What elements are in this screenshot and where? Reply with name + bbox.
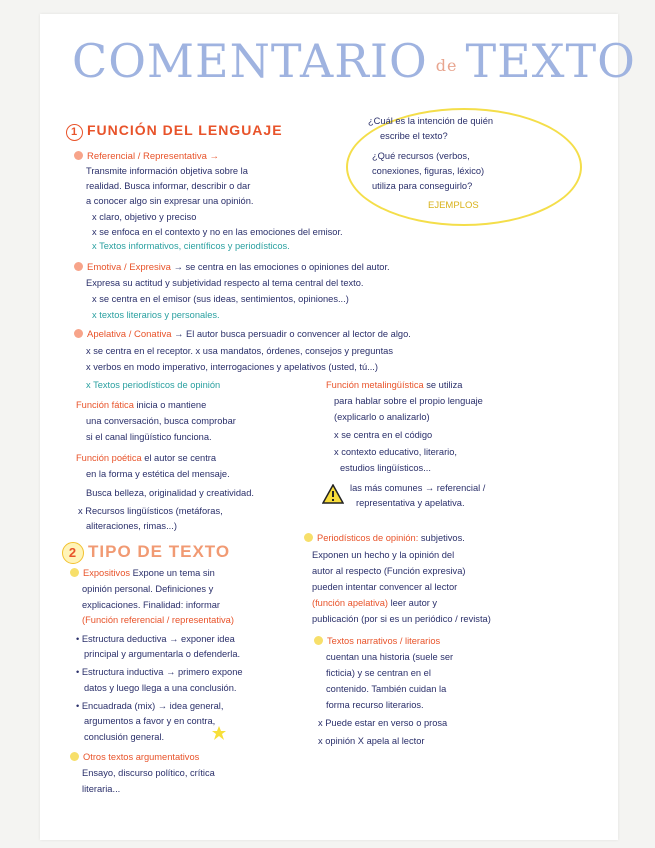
title-de: de: [435, 55, 458, 75]
fat-l1: inicia o mantiene: [136, 400, 207, 410]
exp-b1: • Estructura deductiva → exponer idea: [76, 634, 235, 644]
arg-l1: Ensayo, discurso político, crítica: [82, 768, 215, 778]
dot-icon: [70, 568, 79, 577]
section-1-number: 1: [66, 124, 83, 141]
poe-label: Función poética: [76, 453, 142, 463]
exp-line: [70, 568, 215, 578]
emo-b2: x textos literarios y personales.: [92, 310, 220, 320]
section-2-number: 2: [62, 542, 84, 564]
met-label: Función metalingüística: [326, 380, 424, 390]
ref-b3: x Textos informativos, científicos y periodísticos.: [92, 241, 290, 251]
arg-line: [70, 752, 199, 762]
fat-l2: una conversación, busca comprobar: [86, 416, 236, 426]
met-l4: x se centra en el código: [334, 430, 433, 440]
nar-l2: ficticia) y se centran en el: [326, 668, 431, 678]
exp-label: Expositivos: [83, 568, 131, 578]
nar-line: [314, 636, 440, 646]
ref-b1: x claro, objetivo y preciso: [92, 212, 197, 222]
per-l1: Exponen un hecho y la opinión del: [312, 550, 455, 560]
ape-label-text: Apelativa / Conativa: [87, 329, 172, 340]
exp-l1: Expone un tema sin: [132, 568, 215, 578]
dot-icon: [74, 151, 83, 160]
section-2-heading: [62, 542, 230, 564]
fat-line: [76, 400, 206, 410]
title-word: TEXTO: [465, 34, 636, 88]
section-1-title: FUNCIÓN DEL LENGUAJE: [87, 122, 283, 138]
ref-b2: x se enfoca en el contexto y no en las emociones del emisor.: [92, 227, 343, 237]
bubble-examples: EJEMPLOS: [428, 200, 479, 211]
arg-l2: literaria...: [82, 784, 121, 794]
nar-label: Textos narrativos / literarios: [327, 636, 441, 646]
ref-label: [74, 151, 219, 162]
per-l4b: leer autor y: [390, 598, 438, 608]
poe-line: [76, 453, 216, 463]
nar-b2: x opinión X apela al lector: [318, 736, 425, 746]
poe-l5: aliteraciones, rimas...): [86, 521, 177, 531]
per-l4-line: [312, 598, 437, 608]
nar-l3: contenido. También cuidan la: [326, 684, 447, 694]
page-title: [72, 34, 636, 88]
emo-b1: x se centra en el emisor (sus ideas, sentimientos, opiniones...): [92, 294, 349, 304]
ref-l1: Transmite información objetiva sobre la: [86, 166, 248, 176]
poe-l1: el autor se centra: [144, 453, 217, 463]
ref-l2: realidad. Busca informar, describir o dar: [86, 181, 251, 191]
met-l1: se utiliza: [426, 380, 463, 390]
ape-l1: → El autor busca persuadir o convencer al lector de algo.: [174, 329, 411, 339]
emo-l2: Expresa su actitud y subjetividad respecto al tema central del texto.: [86, 278, 364, 288]
exp-l4: (Función referencial / representativa): [82, 615, 234, 625]
warn-l1: las más comunes → referencial /: [350, 483, 486, 493]
exp-b3: • Encuadrada (mix) → idea general,: [76, 701, 224, 711]
dot-icon: [314, 636, 323, 645]
ape-b1: x se centra en el receptor. x usa mandatos, órdenes, consejos y preguntas: [86, 346, 393, 356]
fat-l3: si el canal lingüístico funciona.: [86, 432, 212, 442]
met-l2: para hablar sobre el propio lenguaje: [334, 396, 483, 406]
per-l5: publicación (por si es un periódico / revista): [312, 614, 491, 624]
title-main: COMENTARIO: [72, 34, 428, 88]
exp-b3b: argumentos a favor y en contra,: [84, 716, 216, 726]
nar-b1: x Puede estar en verso o prosa: [318, 718, 448, 728]
met-l5: x contexto educativo, literario,: [334, 447, 457, 457]
met-l6: estudios lingüísticos...: [340, 463, 431, 473]
fat-label: Función fática: [76, 400, 134, 410]
met-line: [326, 380, 462, 390]
bubble-q3: ¿Qué recursos (verbos,: [372, 151, 470, 161]
exp-b1b: principal y argumentarla o defenderla.: [84, 649, 241, 659]
star-icon: [212, 726, 226, 740]
per-l0: subjetivos.: [420, 533, 465, 543]
nar-l1: cuentan una historia (suele ser: [326, 652, 454, 662]
emo-l1: → se centra en las emociones o opiniones del autor.: [173, 262, 390, 272]
per-l4: (función apelativa): [312, 598, 388, 608]
dot-icon: [70, 752, 79, 761]
bubble-q1: ¿Cuál es la intención de quién: [368, 116, 494, 126]
ape-b2: x verbos en modo imperativo, interrogaciones y apelativos (usted, tú...): [86, 362, 378, 372]
dot-icon: [74, 262, 83, 271]
dot-icon: [74, 329, 83, 338]
per-l2: autor al respecto (Función expresiva): [312, 566, 466, 576]
poe-l4: x Recursos lingüísticos (metáforas,: [78, 506, 223, 516]
met-l3: (explicarlo o analizarlo): [334, 412, 430, 422]
section-1-heading: [66, 122, 283, 141]
bubble-q5: utiliza para conseguirlo?: [372, 181, 473, 191]
bubble-q4: conexiones, figuras, léxico): [372, 166, 485, 176]
emo-label: [74, 262, 390, 273]
dot-icon: [304, 533, 313, 542]
per-line: [304, 533, 465, 543]
exp-l2: opinión personal. Definiciones y: [82, 584, 214, 594]
warning-icon: [322, 484, 344, 504]
warn-l2: representativa y apelativa.: [356, 498, 465, 508]
nar-l4: forma recurso literarios.: [326, 700, 424, 710]
ape-label: [74, 329, 411, 340]
ape-b3: x Textos periodísticos de opinión: [86, 380, 221, 390]
section-2-title: TIPO DE TEXTO: [88, 542, 231, 561]
ref-label-text: Referencial / Representativa →: [87, 151, 220, 162]
per-l3: pueden intentar convencer al lector: [312, 582, 458, 592]
bubble-q2: escribe el texto?: [380, 131, 448, 141]
exp-b2b: datos y luego llega a una conclusión.: [84, 683, 237, 693]
poe-l3: Busca belleza, originalidad y creatividad.: [86, 488, 254, 498]
arg-label: Otros textos argumentativos: [83, 752, 200, 762]
exp-b3c: conclusión general.: [84, 732, 165, 742]
ref-l3: a conocer algo sin expresar una opinión.: [86, 196, 254, 206]
exp-l3: explicaciones. Finalidad: informar: [82, 600, 220, 610]
poe-l2: en la forma y estética del mensaje.: [86, 469, 230, 479]
per-label: Periodísticos de opinión:: [317, 533, 419, 543]
exp-b2: • Estructura inductiva → primero expone: [76, 667, 243, 677]
emo-label-text: Emotiva / Expresiva: [87, 262, 171, 273]
